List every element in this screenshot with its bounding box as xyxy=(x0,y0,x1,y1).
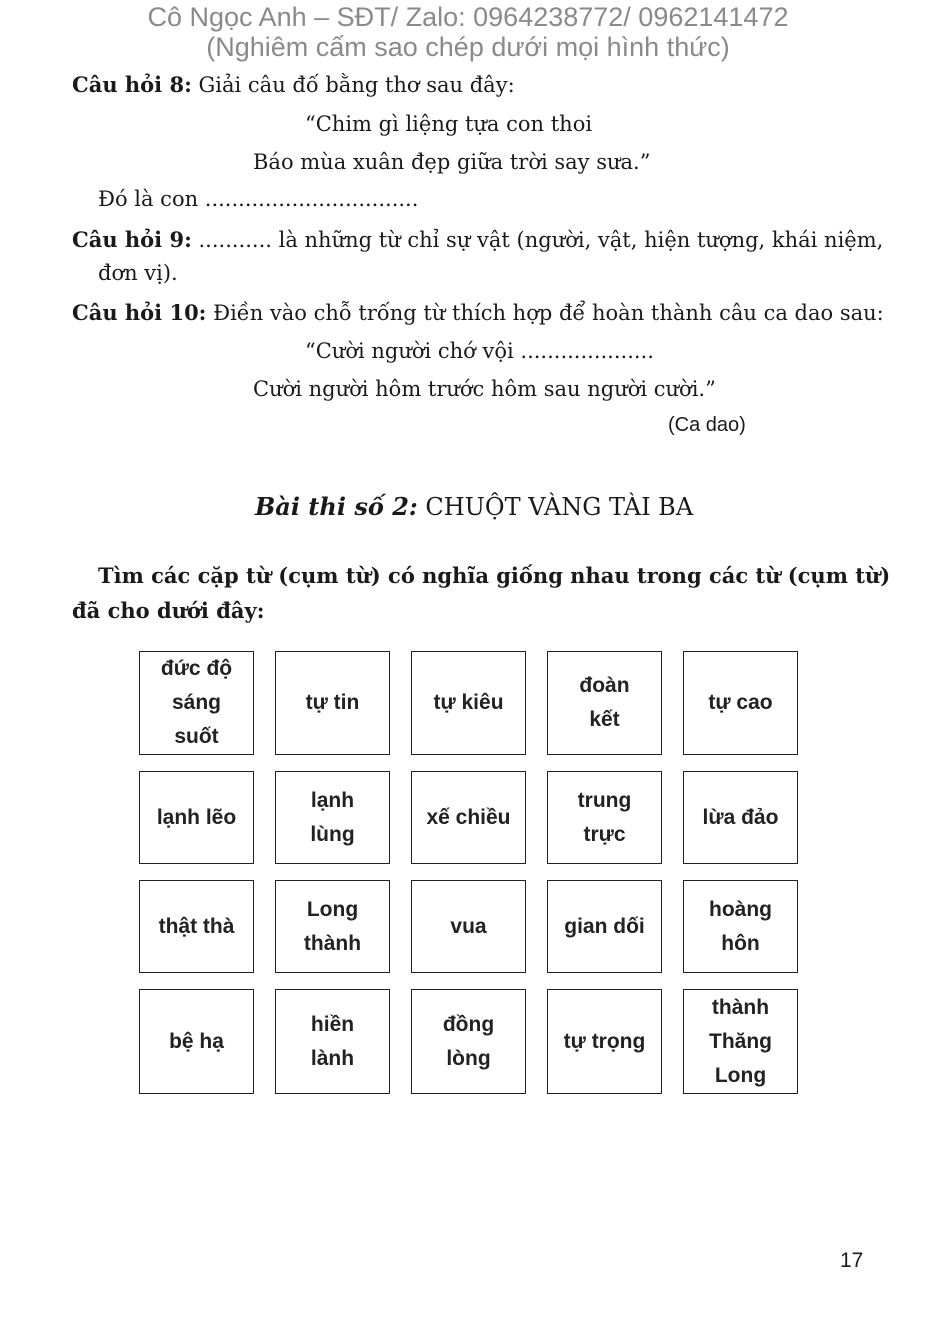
question-9-text-cont: đơn vị). xyxy=(98,261,178,285)
word-card[interactable]: gian dối xyxy=(547,880,662,973)
question-10 xyxy=(72,300,884,325)
q8-poem-line-2: Báo mùa xuân đẹp giữa trời say sưa.” xyxy=(253,150,651,174)
word-card[interactable]: đồng lòng xyxy=(411,989,526,1094)
section-title-prefix: Bài thi số 2: xyxy=(255,492,418,521)
question-8-text: Giải câu đố bằng thơ sau đây: xyxy=(191,73,515,97)
section-title-name: CHUỘT VÀNG TÀI BA xyxy=(417,493,694,521)
word-card[interactable]: thật thà xyxy=(139,880,254,973)
question-9-label: Câu hỏi 9: xyxy=(72,227,192,252)
word-card[interactable]: hoàng hôn xyxy=(683,880,798,973)
section-title xyxy=(255,492,693,521)
question-10-label: Câu hỏi 10: xyxy=(72,300,207,325)
q10-source: (Ca dao) xyxy=(668,414,746,436)
watermark-line-1: Cô Ngọc Anh – SĐT/ Zalo: 0964238772/ 0962141472 xyxy=(147,2,789,32)
question-8 xyxy=(72,72,515,97)
word-card[interactable]: tự tin xyxy=(275,651,390,755)
word-card[interactable]: đức độ sáng suốt xyxy=(139,651,254,755)
word-card[interactable]: tự kiêu xyxy=(411,651,526,755)
instruction-line-1: Tìm các cặp từ (cụm từ) có nghĩa giống nhau trong các từ (cụm từ) xyxy=(98,563,891,588)
watermark-line-2: (Nghiêm cấm sao chép dưới mọi hình thức) xyxy=(206,32,730,62)
q10-poem-line-1: “Cười người chớ vội .................... xyxy=(305,339,654,363)
word-card[interactable]: bệ hạ xyxy=(139,989,254,1094)
word-card[interactable]: xế chiều xyxy=(411,771,526,864)
question-10-text: Điền vào chỗ trống từ thích hợp để hoàn thành câu ca dao sau: xyxy=(206,301,884,325)
word-card[interactable]: lừa đảo xyxy=(683,771,798,864)
q10-poem-line-2: Cười người hôm trước hôm sau người cười.” xyxy=(253,377,716,401)
word-card[interactable]: Long thành xyxy=(275,880,390,973)
word-card[interactable]: vua xyxy=(411,880,526,973)
instruction-line-2: đã cho dưới đây: xyxy=(72,598,265,623)
question-9-text: ........... là những từ chỉ sự vật (người, vật, hiện tượng, khái niệm, xyxy=(191,228,884,252)
page-number: 17 xyxy=(840,1249,864,1272)
word-card[interactable]: lạnh lẽo xyxy=(139,771,254,864)
word-card[interactable]: lạnh lùng xyxy=(275,771,390,864)
question-9 xyxy=(72,227,883,252)
question-8-label: Câu hỏi 8: xyxy=(72,72,192,97)
word-card[interactable]: tự trọng xyxy=(547,989,662,1094)
word-card[interactable]: thành Thăng Long xyxy=(683,989,798,1094)
word-card[interactable]: hiền lành xyxy=(275,989,390,1094)
word-card-grid xyxy=(139,651,798,1094)
word-card[interactable]: trung trực xyxy=(547,771,662,864)
word-card[interactable]: đoàn kết xyxy=(547,651,662,755)
q8-answer-line: Đó là con ................................ xyxy=(98,187,419,211)
word-card[interactable]: tự cao xyxy=(683,651,798,755)
q8-poem-line-1: “Chim gì liệng tựa con thoi xyxy=(305,112,593,136)
